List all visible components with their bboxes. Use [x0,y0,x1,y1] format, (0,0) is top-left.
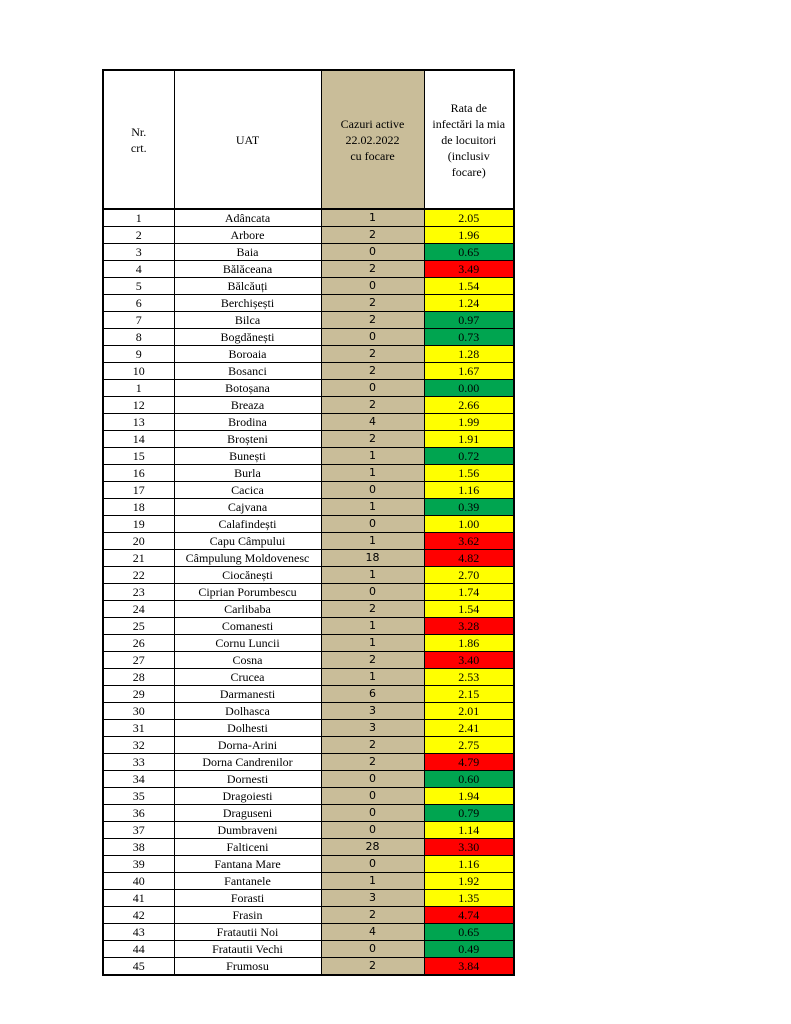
row-infection-rate-cell: 1.99 [424,414,514,431]
row-nr-cell: 25 [103,618,174,635]
row-nr-cell: 42 [103,907,174,924]
row-nr-cell: 13 [103,414,174,431]
row-infection-rate-cell: 0.97 [424,312,514,329]
row-infection-rate-cell: 3.49 [424,261,514,278]
row-active-cases-cell: 2 [321,227,424,244]
row-active-cases-cell: 0 [321,584,424,601]
table-row [103,856,514,873]
table-row [103,754,514,771]
row-infection-rate-cell: 2.41 [424,720,514,737]
row-active-cases-cell: 0 [321,822,424,839]
row-nr-cell: 21 [103,550,174,567]
row-infection-rate-cell: 1.35 [424,890,514,907]
row-uat-cell: Cosna [174,652,321,669]
table-row [103,550,514,567]
row-nr-cell: 1 [103,380,174,397]
row-uat-cell: Boroaia [174,346,321,363]
row-infection-rate-cell: 0.79 [424,805,514,822]
row-uat-cell: Dolhesti [174,720,321,737]
table-row [103,669,514,686]
row-infection-rate-cell: 2.53 [424,669,514,686]
row-infection-rate-cell: 0.49 [424,941,514,958]
row-uat-cell: Broșteni [174,431,321,448]
table-row [103,941,514,958]
row-active-cases-cell: 2 [321,397,424,414]
row-infection-rate-cell: 4.74 [424,907,514,924]
row-infection-rate-cell: 0.00 [424,380,514,397]
row-uat-cell: Dolhasca [174,703,321,720]
table-row [103,209,514,227]
table-row [103,788,514,805]
row-uat-cell: Cornu Luncii [174,635,321,652]
table-row [103,686,514,703]
table-row [103,584,514,601]
row-infection-rate-cell: 2.01 [424,703,514,720]
row-nr-cell: 10 [103,363,174,380]
row-active-cases-cell: 0 [321,482,424,499]
row-active-cases-cell: 2 [321,295,424,312]
row-active-cases-cell: 0 [321,244,424,261]
row-uat-cell: Frasin [174,907,321,924]
row-active-cases-cell: 2 [321,601,424,618]
table-row [103,516,514,533]
row-active-cases-cell: 2 [321,907,424,924]
row-uat-cell: Câmpulung Moldovenesc [174,550,321,567]
row-uat-cell: Frumosu [174,958,321,976]
table-row [103,771,514,788]
row-uat-cell: Berchișești [174,295,321,312]
row-nr-cell: 28 [103,669,174,686]
row-active-cases-cell: 3 [321,703,424,720]
row-uat-cell: Darmanesti [174,686,321,703]
row-uat-cell: Ciprian Porumbescu [174,584,321,601]
header-nr-crt: Nr. crt. [103,70,174,209]
row-nr-cell: 15 [103,448,174,465]
row-infection-rate-cell: 1.54 [424,601,514,618]
row-nr-cell: 29 [103,686,174,703]
row-infection-rate-cell: 2.75 [424,737,514,754]
row-uat-cell: Comanesti [174,618,321,635]
row-nr-cell: 23 [103,584,174,601]
table-row [103,499,514,516]
table-row [103,346,514,363]
row-nr-cell: 19 [103,516,174,533]
table-row [103,958,514,976]
row-nr-cell: 2 [103,227,174,244]
table-row [103,380,514,397]
row-nr-cell: 45 [103,958,174,976]
row-active-cases-cell: 1 [321,499,424,516]
row-active-cases-cell: 0 [321,771,424,788]
row-infection-rate-cell: 1.28 [424,346,514,363]
table-row [103,924,514,941]
row-uat-cell: Dornesti [174,771,321,788]
row-uat-cell: Bălăceana [174,261,321,278]
row-infection-rate-cell: 2.70 [424,567,514,584]
row-infection-rate-cell: 1.16 [424,856,514,873]
row-uat-cell: Fantanele [174,873,321,890]
table-row [103,465,514,482]
row-infection-rate-cell: 1.24 [424,295,514,312]
row-infection-rate-cell: 3.30 [424,839,514,856]
row-uat-cell: Bogdănești [174,329,321,346]
table-row [103,720,514,737]
row-uat-cell: Capu Câmpului [174,533,321,550]
table-row [103,278,514,295]
table-row [103,652,514,669]
row-uat-cell: Adâncata [174,209,321,227]
table-row [103,873,514,890]
row-infection-rate-cell: 0.73 [424,329,514,346]
row-active-cases-cell: 0 [321,329,424,346]
table-row [103,329,514,346]
table-row [103,567,514,584]
row-infection-rate-cell: 1.91 [424,431,514,448]
row-nr-cell: 14 [103,431,174,448]
row-active-cases-cell: 2 [321,346,424,363]
row-uat-cell: Bunești [174,448,321,465]
row-active-cases-cell: 3 [321,890,424,907]
row-nr-cell: 22 [103,567,174,584]
row-infection-rate-cell: 1.16 [424,482,514,499]
row-infection-rate-cell: 1.14 [424,822,514,839]
table-row [103,635,514,652]
row-infection-rate-cell: 1.67 [424,363,514,380]
row-active-cases-cell: 4 [321,414,424,431]
table-row [103,397,514,414]
row-active-cases-cell: 6 [321,686,424,703]
row-infection-rate-cell: 2.15 [424,686,514,703]
row-uat-cell: Dragoiesti [174,788,321,805]
row-infection-rate-cell: 3.28 [424,618,514,635]
table-row [103,414,514,431]
row-nr-cell: 41 [103,890,174,907]
row-active-cases-cell: 1 [321,465,424,482]
row-active-cases-cell: 2 [321,431,424,448]
row-nr-cell: 7 [103,312,174,329]
row-active-cases-cell: 0 [321,788,424,805]
table-row [103,601,514,618]
row-nr-cell: 3 [103,244,174,261]
table-row [103,703,514,720]
row-uat-cell: Fratautii Noi [174,924,321,941]
row-active-cases-cell: 1 [321,567,424,584]
row-active-cases-cell: 2 [321,958,424,976]
table-body [103,209,514,975]
row-active-cases-cell: 1 [321,669,424,686]
table-row [103,312,514,329]
row-nr-cell: 40 [103,873,174,890]
row-nr-cell: 31 [103,720,174,737]
row-nr-cell: 16 [103,465,174,482]
row-uat-cell: Arbore [174,227,321,244]
row-nr-cell: 12 [103,397,174,414]
row-uat-cell: Botoșana [174,380,321,397]
row-uat-cell: Breaza [174,397,321,414]
table-row [103,618,514,635]
row-uat-cell: Dorna-Arini [174,737,321,754]
row-uat-cell: Bilca [174,312,321,329]
row-uat-cell: Ciocănești [174,567,321,584]
row-active-cases-cell: 1 [321,448,424,465]
row-infection-rate-cell: 1.54 [424,278,514,295]
row-nr-cell: 4 [103,261,174,278]
row-uat-cell: Fantana Mare [174,856,321,873]
row-active-cases-cell: 1 [321,209,424,227]
row-infection-rate-cell: 1.94 [424,788,514,805]
row-active-cases-cell: 1 [321,873,424,890]
row-uat-cell: Carlibaba [174,601,321,618]
table-row [103,482,514,499]
row-uat-cell: Calafindești [174,516,321,533]
row-infection-rate-cell: 1.74 [424,584,514,601]
row-nr-cell: 44 [103,941,174,958]
row-infection-rate-cell: 0.39 [424,499,514,516]
row-nr-cell: 37 [103,822,174,839]
row-nr-cell: 5 [103,278,174,295]
row-active-cases-cell: 2 [321,261,424,278]
row-active-cases-cell: 18 [321,550,424,567]
row-infection-rate-cell: 1.92 [424,873,514,890]
row-uat-cell: Fratautii Vechi [174,941,321,958]
row-active-cases-cell: 0 [321,380,424,397]
row-infection-rate-cell: 1.86 [424,635,514,652]
row-active-cases-cell: 2 [321,363,424,380]
row-uat-cell: Dorna Candrenilor [174,754,321,771]
table-row [103,261,514,278]
row-uat-cell: Cacica [174,482,321,499]
row-nr-cell: 17 [103,482,174,499]
row-infection-rate-cell: 0.65 [424,924,514,941]
row-active-cases-cell: 0 [321,856,424,873]
row-active-cases-cell: 3 [321,720,424,737]
row-nr-cell: 1 [103,209,174,227]
row-infection-rate-cell: 1.56 [424,465,514,482]
row-nr-cell: 8 [103,329,174,346]
row-nr-cell: 35 [103,788,174,805]
row-active-cases-cell: 28 [321,839,424,856]
row-nr-cell: 33 [103,754,174,771]
row-infection-rate-cell: 1.00 [424,516,514,533]
header-infection-rate: Rata de infectări la mia de locuitori (inclusiv focare) [424,70,514,209]
header-row [103,70,514,209]
row-infection-rate-cell: 2.05 [424,209,514,227]
table-row [103,839,514,856]
row-nr-cell: 38 [103,839,174,856]
row-active-cases-cell: 4 [321,924,424,941]
row-uat-cell: Draguseni [174,805,321,822]
row-nr-cell: 30 [103,703,174,720]
row-uat-cell: Baia [174,244,321,261]
row-infection-rate-cell: 3.84 [424,958,514,976]
row-infection-rate-cell: 4.79 [424,754,514,771]
row-uat-cell: Crucea [174,669,321,686]
row-infection-rate-cell: 0.72 [424,448,514,465]
row-active-cases-cell: 2 [321,312,424,329]
row-active-cases-cell: 0 [321,278,424,295]
row-active-cases-cell: 1 [321,533,424,550]
row-nr-cell: 20 [103,533,174,550]
row-nr-cell: 39 [103,856,174,873]
table-row [103,822,514,839]
row-nr-cell: 26 [103,635,174,652]
table-row [103,431,514,448]
row-uat-cell: Cajvana [174,499,321,516]
row-active-cases-cell: 0 [321,516,424,533]
table-row [103,363,514,380]
row-nr-cell: 18 [103,499,174,516]
row-infection-rate-cell: 2.66 [424,397,514,414]
row-uat-cell: Forasti [174,890,321,907]
row-infection-rate-cell: 0.60 [424,771,514,788]
row-active-cases-cell: 1 [321,618,424,635]
row-nr-cell: 24 [103,601,174,618]
row-uat-cell: Bosanci [174,363,321,380]
row-nr-cell: 43 [103,924,174,941]
table-row [103,533,514,550]
row-nr-cell: 6 [103,295,174,312]
header-active-cases: Cazuri active 22.02.2022 cu focare [321,70,424,209]
row-uat-cell: Brodina [174,414,321,431]
row-active-cases-cell: 2 [321,737,424,754]
row-nr-cell: 27 [103,652,174,669]
table-row [103,227,514,244]
row-active-cases-cell: 0 [321,941,424,958]
table-header [103,70,514,209]
row-active-cases-cell: 1 [321,635,424,652]
table-row [103,737,514,754]
header-uat: UAT [174,70,321,209]
row-infection-rate-cell: 4.82 [424,550,514,567]
table-row [103,295,514,312]
row-active-cases-cell: 2 [321,754,424,771]
row-nr-cell: 32 [103,737,174,754]
row-infection-rate-cell: 3.62 [424,533,514,550]
row-nr-cell: 9 [103,346,174,363]
row-uat-cell: Bălcăuți [174,278,321,295]
row-uat-cell: Dumbraveni [174,822,321,839]
row-active-cases-cell: 2 [321,652,424,669]
table-row [103,448,514,465]
table-row [103,244,514,261]
row-uat-cell: Burla [174,465,321,482]
row-infection-rate-cell: 0.65 [424,244,514,261]
row-infection-rate-cell: 3.40 [424,652,514,669]
row-uat-cell: Falticeni [174,839,321,856]
infection-rate-table [102,69,515,976]
table-row [103,907,514,924]
table-row [103,890,514,907]
row-infection-rate-cell: 1.96 [424,227,514,244]
row-nr-cell: 34 [103,771,174,788]
table-row [103,805,514,822]
row-nr-cell: 36 [103,805,174,822]
row-active-cases-cell: 0 [321,805,424,822]
